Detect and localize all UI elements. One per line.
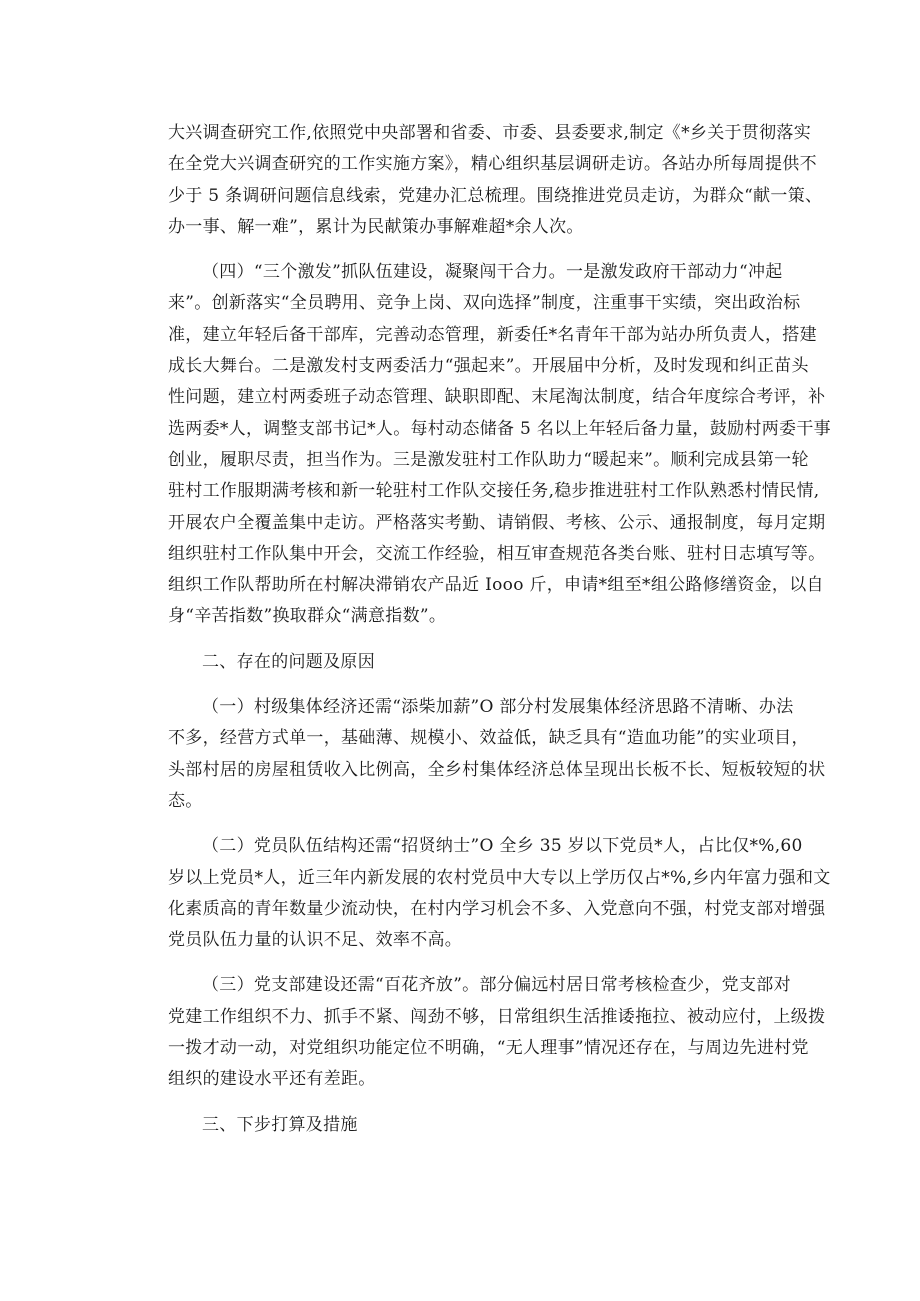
section-heading-next-steps [168, 1110, 756, 1141]
text-line: 选两委*人，调整支部书记*人。每村动态储备 5 名以上年轻后备力量，鼓励村两委干事 [168, 418, 831, 439]
text-line: （一）村级集体经济还需“添柴加薪”O 部分村发展集体经济思路不清晰、办法 [202, 697, 794, 718]
text-line: 来”。创新落实“全员聘用、竞争上岗、双向选择”制度，注重事干实绩，突出政治标 [168, 293, 801, 314]
text-line: 性问题，建立村两委班子动态管理、缺职即配、末尾淘汰制度，结合年度综合考评，补 [168, 387, 826, 408]
text-line: 组织驻村工作队集中开会，交流工作经验，相互审查规范各类台账、驻村日志填写等。 [168, 543, 826, 564]
text-line: 一拨才动一动，对党组织功能定位不明确，“无人理事”情况还存在，与周边先进村党 [168, 1038, 809, 1059]
text-line: （二）党员队伍结构还需“招贤纳士”O 全乡 35 岁以下党员*人，占比仅*%,60 [202, 836, 803, 857]
text-line: 办一事、解一难”，累计为民献策办事解难超*余人次。 [168, 216, 584, 237]
text-line: 组织的建设水平还有差距。 [168, 1069, 376, 1090]
text-line: 准，建立年轻后备干部库，完善动态管理，新委任*名青年干部为站办所负责人，搭建 [168, 324, 817, 345]
text-line: 态。 [168, 790, 203, 811]
heading-line: 二、存在的问题及原因 [202, 651, 375, 672]
paragraph-collective-economy [168, 692, 826, 817]
text-line: 大兴调查研究工作,依照党中央部署和省委、市委、县委要求,制定《*乡关于贯彻落实 [168, 123, 812, 143]
text-line: 开展农户全覆盖集中走访。严格落实考勤、请销假、考核、公示、通报制度，每月定期 [168, 512, 826, 533]
text-line: 组织工作队帮助所在村解决滞销农产品近 Iooo 斤，申请*组至*组公路修缮资金，以自 [168, 575, 824, 596]
section-heading-problems [168, 647, 756, 678]
text-line: 岁以上党员*人，近三年内新发展的农村党员中大专以上学历仅占*%,乡内年富力强和文 [168, 867, 831, 888]
paragraph-team-building [168, 257, 831, 633]
paragraph-branch-building [168, 970, 826, 1095]
text-line: 头部村居的房屋租赁收入比例高，全乡村集体经济总体呈现出长板不长、短板较短的状 [168, 759, 826, 780]
heading-line: 三、下步打算及措施 [202, 1114, 358, 1135]
text-line: 在全党大兴调查研究的工作实施方案》，精心组织基层调研走访。各站办所每周提供不 [168, 154, 817, 175]
text-line: 党建工作组织不力、抓手不紧、闯劲不够，日常组织生活推诿拖拉、被动应付，上级拨 [168, 1006, 826, 1027]
text-line: 身“辛苦指数”换取群众“满意指数”。 [168, 606, 447, 627]
text-line: 少于 5 条调研问题信息线索，党建办汇总梳理。围绕推进党员走访，为群众“献一策、 [168, 185, 823, 206]
text-line: （四）“三个激发”抓队伍建设，凝聚闯干合力。一是激发政府干部动力“冲起 [202, 262, 783, 283]
text-line: 驻村工作服期满考核和新一轮驻村工作队交接任务,稳步推进驻村工作队熟悉村情民情, [168, 481, 820, 502]
paragraph-party-member-structure [168, 831, 831, 956]
document-body [168, 118, 831, 1155]
text-line: 不多，经营方式单一，基础薄、规模小、效益低，缺乏具有“造血功能”的实业项目， [168, 728, 809, 749]
text-line: 化素质高的青年数量少流动快，在村内学习机会不多、入党意向不强，村党支部对增强 [168, 898, 826, 919]
paragraph-research-work [168, 118, 823, 243]
text-line: 党员队伍力量的认识不足、效率不高。 [168, 930, 463, 951]
text-line: 创业，履职尽责，担当作为。三是激发驻村工作队助力“暖起来”。顺利完成县第一轮 [168, 449, 809, 470]
text-line: （三）党支部建设还需“百花齐放”。部分偏远村居日常考核检查少，党支部对 [202, 975, 791, 996]
text-line: 成长大舞台。二是激发村支两委活力“强起来”。开展届中分析，及时发现和纠正苗头 [168, 356, 809, 377]
